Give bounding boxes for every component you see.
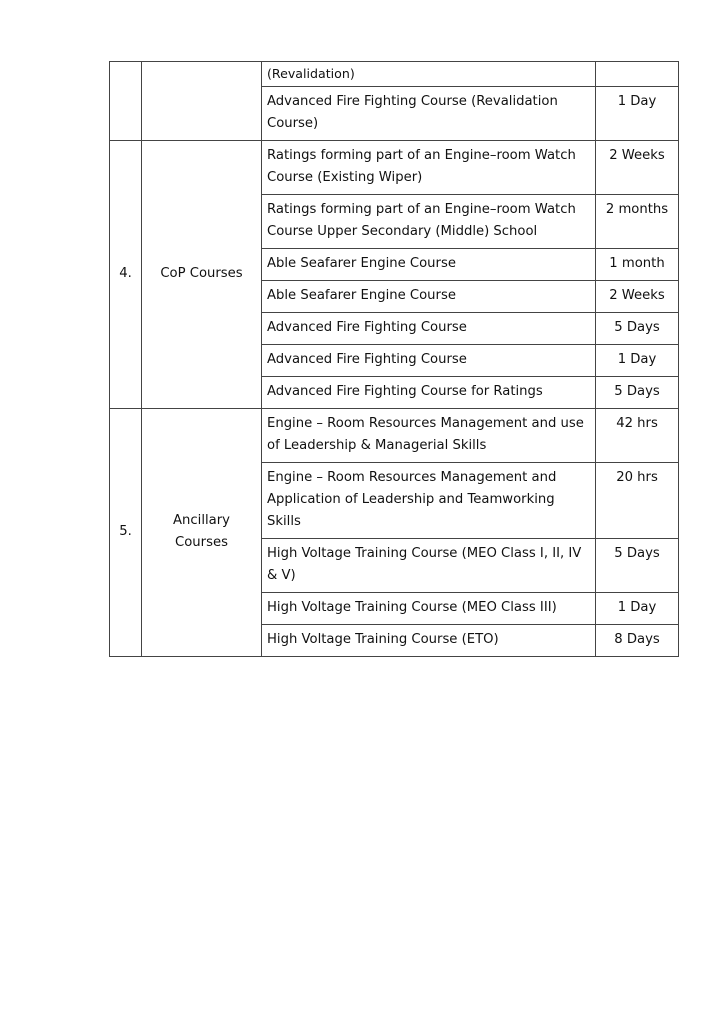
duration-cell: 8 Days [596,625,679,657]
category-cell: CoP Courses [142,141,262,409]
duration-cell: 1 Day [596,87,679,141]
course-table [109,61,679,657]
course-name-cell: Engine – Room Resources Management and use of Leadership & Managerial Skills [262,409,596,463]
serial-number-cell: 5. [110,409,142,657]
table-row [110,62,679,87]
course-name-cell: Ratings forming part of an Engine–room Watch Course Upper Secondary (Middle) School [262,195,596,249]
course-name-cell: Advanced Fire Fighting Course [262,345,596,377]
course-name-cell: High Voltage Training Course (MEO Class III) [262,593,596,625]
course-name-cell: Engine – Room Resources Management and Application of Leadership and Teamworking Skills [262,463,596,539]
course-name-cell: Ratings forming part of an Engine–room Watch Course (Existing Wiper) [262,141,596,195]
duration-cell [596,62,679,87]
course-name-cell: Able Seafarer Engine Course [262,249,596,281]
course-name-cell: Advanced Fire Fighting Course (Revalidation Course) [262,87,596,141]
course-name-cell: Advanced Fire Fighting Course for Ratings [262,377,596,409]
course-name-cell: Advanced Fire Fighting Course [262,313,596,345]
duration-cell: 2 Weeks [596,141,679,195]
duration-cell: 1 Day [596,345,679,377]
serial-number-cell [110,62,142,141]
course-name-cell: (Revalidation) [262,62,596,87]
duration-cell: 2 months [596,195,679,249]
duration-cell: 5 Days [596,313,679,345]
course-name-cell: Able Seafarer Engine Course [262,281,596,313]
category-cell: Ancillary Courses [142,409,262,657]
serial-number-cell: 4. [110,141,142,409]
duration-cell: 42 hrs [596,409,679,463]
duration-cell: 1 Day [596,593,679,625]
duration-cell: 20 hrs [596,463,679,539]
course-name-cell: High Voltage Training Course (ETO) [262,625,596,657]
table-row [110,409,679,463]
duration-cell: 5 Days [596,377,679,409]
course-name-cell: High Voltage Training Course (MEO Class I, II, IV & V) [262,539,596,593]
category-cell [142,62,262,141]
duration-cell: 2 Weeks [596,281,679,313]
table-row [110,141,679,195]
duration-cell: 1 month [596,249,679,281]
duration-cell: 5 Days [596,539,679,593]
